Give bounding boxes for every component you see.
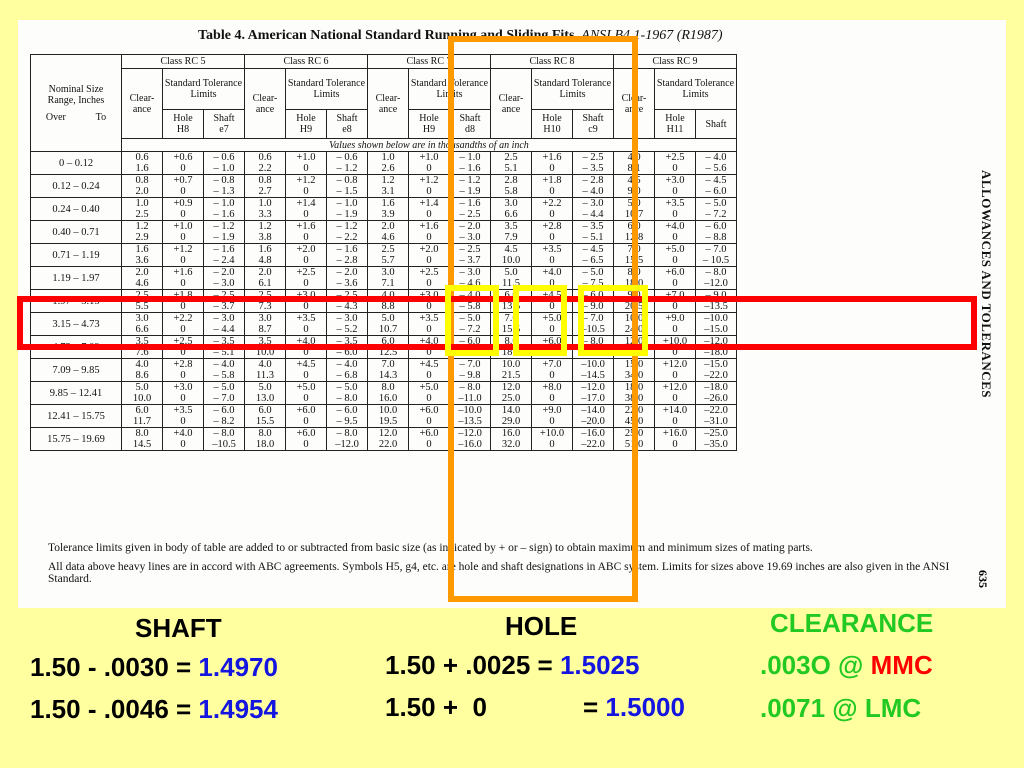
value-cell: – 1.0 – 1.6 <box>450 152 491 175</box>
value-cell: +1.2 0 <box>409 175 450 198</box>
value-cell: –10.0 –14.5 <box>573 359 614 382</box>
value-cell: +1.6 0 <box>532 152 573 175</box>
value-cell: – 2.0 – 3.6 <box>327 267 368 290</box>
value-cell: +1.6 0 <box>163 267 204 290</box>
value-cell: 2.0 4.6 <box>368 221 409 244</box>
table-row <box>31 359 737 382</box>
value-cell: +3.0 0 <box>286 290 327 313</box>
value-cell: 2.0 4.6 <box>122 267 163 290</box>
value-cell: 1.0 2.6 <box>368 152 409 175</box>
value-cell: 1.6 3.9 <box>368 198 409 221</box>
value-cell: +2.8 0 <box>163 359 204 382</box>
table-row <box>31 313 737 336</box>
value-cell: 14.0 29.0 <box>491 405 532 428</box>
value-cell: +2.5 0 <box>655 152 696 175</box>
hole-min: 1.5000 <box>605 692 685 722</box>
value-cell: –14.0 –20.0 <box>573 405 614 428</box>
value-cell: 22.0 45.0 <box>614 405 655 428</box>
value-cell: +1.8 0 <box>532 175 573 198</box>
value-cell: 25.0 51.0 <box>614 428 655 451</box>
value-cell: +6.0 0 <box>286 405 327 428</box>
value-cell: +2.0 0 <box>286 244 327 267</box>
value-cell: 3.5 10.0 <box>245 336 286 359</box>
value-cell: 7.0 14.3 <box>368 359 409 382</box>
value-cell: – 4.0 – 5.8 <box>204 359 245 382</box>
hole-line-2-result: = 1.5000 <box>583 692 685 722</box>
value-cell: 1.2 2.9 <box>122 221 163 244</box>
value-cell: +2.0 0 <box>409 244 450 267</box>
value-cell: 3.0 6.6 <box>491 198 532 221</box>
value-cell: 7.0 15.5 <box>614 244 655 267</box>
value-cell: +10.0 0 <box>532 428 573 451</box>
std-tolerance-header: Standard Tolerance Limits <box>163 69 245 110</box>
value-cell: +6.0 0 <box>655 267 696 290</box>
value-cell: +7.0 0 <box>532 359 573 382</box>
shaft-max: 1.4970 <box>198 652 278 682</box>
value-cell: – 2.5 – 3.5 <box>573 152 614 175</box>
value-cell: +1.2 0 <box>163 244 204 267</box>
value-cell: 6.0 15.5 <box>245 405 286 428</box>
value-cell: +2.5 0 <box>286 267 327 290</box>
std-tolerance-header: Standard Tolerance Limits <box>409 69 491 110</box>
value-cell: +5.0 0 <box>409 382 450 405</box>
value-cell: 4.5 10.0 <box>491 244 532 267</box>
value-cell: 12.0 25.0 <box>491 382 532 405</box>
table-row <box>31 244 737 267</box>
value-cell: – 1.2 – 2.2 <box>327 221 368 244</box>
value-cell: +5.0 0 <box>532 313 573 336</box>
value-cell: 6.0 12.8 <box>614 221 655 244</box>
class-header: Class RC 6 <box>245 55 368 69</box>
table-row <box>31 198 737 221</box>
value-cell: +3.5 0 <box>409 313 450 336</box>
value-cell: 1.6 4.8 <box>245 244 286 267</box>
std-tolerance-header: Standard Tolerance Limits <box>532 69 614 110</box>
value-cell: +6.0 0 <box>286 428 327 451</box>
fits-table <box>30 54 737 451</box>
value-cell: 1.2 3.8 <box>245 221 286 244</box>
value-cell: +4.5 0 <box>532 290 573 313</box>
value-cell: 2.5 7.3 <box>245 290 286 313</box>
value-cell: – 5.0 – 7.2 <box>696 198 737 221</box>
value-cell: 5.0 10.7 <box>368 313 409 336</box>
value-cell: 6.0 11.7 <box>122 405 163 428</box>
shaft-header: Shaft <box>696 110 737 139</box>
value-cell: 0.6 1.6 <box>122 152 163 175</box>
footnote-2: All data above heavy lines are in accord with ABC agreements. Symbols H5, g4, etc. are hole and shaft designations in ABC system. Limits for sizes above 19.69 inches are also given in the ANSI Standard. <box>48 561 950 585</box>
table-row <box>31 290 737 313</box>
value-cell: +1.4 0 <box>409 198 450 221</box>
value-cell: +4.0 0 <box>286 336 327 359</box>
size-range-cell: 12.41 – 15.75 <box>31 405 122 428</box>
clearance-header: Clear-ance <box>614 69 655 139</box>
value-cell: –10.0 –13.5 <box>450 405 491 428</box>
size-range-cell: 7.09 – 9.85 <box>31 359 122 382</box>
value-cell: –16.0 –22.0 <box>573 428 614 451</box>
clearance-header: Clear-ance <box>491 69 532 139</box>
value-cell: 8.0 16.0 <box>368 382 409 405</box>
value-cell: 5.0 10.7 <box>614 198 655 221</box>
value-cell: – 6.0 – 9.0 <box>573 290 614 313</box>
table-row <box>31 152 737 175</box>
shaft-header: Shaft e7 <box>204 110 245 139</box>
clearance-title: CLEARANCE <box>770 608 934 638</box>
value-cell: +1.0 0 <box>286 152 327 175</box>
value-cell: 1.0 2.5 <box>122 198 163 221</box>
table-row <box>31 405 737 428</box>
value-cell: +7.0 0 <box>655 290 696 313</box>
size-range-cell: 0.24 – 0.40 <box>31 198 122 221</box>
value-cell: +0.7 0 <box>163 175 204 198</box>
shaft-title: SHAFT <box>135 613 222 643</box>
units-note: Values shown below are in thousandths of an inch <box>122 139 737 152</box>
hole-line-1: 1.50 + .0025 = 1.5025 <box>385 650 640 680</box>
value-cell: +3.0 0 <box>163 382 204 405</box>
value-cell: – 1.6 – 2.4 <box>204 244 245 267</box>
value-cell: – 2.5 – 3.7 <box>204 290 245 313</box>
value-cell: –25.0 –35.0 <box>696 428 737 451</box>
value-cell: – 8.0 –11.0 <box>450 382 491 405</box>
value-cell: +3.0 0 <box>655 175 696 198</box>
clearance-header: Clear-ance <box>368 69 409 139</box>
value-cell: – 1.6 – 2.5 <box>450 198 491 221</box>
value-cell: – 1.6 – 2.8 <box>327 244 368 267</box>
value-cell: – 3.5 – 5.1 <box>573 221 614 244</box>
value-cell: – 0.8 – 1.5 <box>327 175 368 198</box>
size-range-cell: 1.19 – 1.97 <box>31 267 122 290</box>
hole-header: Hole H10 <box>532 110 573 139</box>
value-cell: 1.2 3.1 <box>368 175 409 198</box>
size-range-cell: 0.71 – 1.19 <box>31 244 122 267</box>
value-cell: – 3.0 – 5.2 <box>327 313 368 336</box>
value-cell: +0.6 0 <box>163 152 204 175</box>
value-cell: 4.0 11.3 <box>245 359 286 382</box>
std-tolerance-header: Standard Tolerance Limits <box>655 69 737 110</box>
value-cell: +3.0 0 <box>409 290 450 313</box>
page-number: 635 <box>976 570 990 588</box>
value-cell: 1.6 3.6 <box>122 244 163 267</box>
value-cell: – 8.0 –12.0 <box>573 336 614 359</box>
value-cell: – 4.5 – 6.0 <box>696 175 737 198</box>
table-row <box>31 267 737 290</box>
value-cell: 5.0 13.0 <box>245 382 286 405</box>
value-cell: – 5.0 – 7.5 <box>573 267 614 290</box>
value-cell: – 5.0 – 7.0 <box>204 382 245 405</box>
value-cell: +3.5 0 <box>532 244 573 267</box>
size-range-cell: 0.40 – 0.71 <box>31 221 122 244</box>
hole-max: 1.5025 <box>559 650 640 680</box>
value-cell: – 7.0 –10.5 <box>573 313 614 336</box>
std-tolerance-header: Standard Tolerance Limits <box>286 69 368 110</box>
shaft-line-1: 1.50 - .0030 = 1.4970 <box>30 652 278 682</box>
value-cell: 3.0 7.1 <box>368 267 409 290</box>
table-row <box>31 428 737 451</box>
value-cell: +4.5 0 <box>409 359 450 382</box>
value-cell: +9.0 0 <box>532 405 573 428</box>
class-header: Class RC 7 <box>368 55 491 69</box>
value-cell: 2.5 5.7 <box>368 244 409 267</box>
value-cell: – 6.0 – 8.5 <box>450 336 491 359</box>
value-cell: 0.6 2.2 <box>245 152 286 175</box>
value-cell: 12.0 28.0 <box>614 336 655 359</box>
size-range-cell: 0.12 – 0.24 <box>31 175 122 198</box>
class-header: Class RC 9 <box>614 55 737 69</box>
value-cell: +12.0 0 <box>655 359 696 382</box>
value-cell: – 2.5 – 4.3 <box>327 290 368 313</box>
value-cell: +0.9 0 <box>163 198 204 221</box>
value-cell: –12.0 –17.0 <box>573 382 614 405</box>
table-title: Table 4. American National Standard Running and Sliding Fits, ANSI B4.1-1967 (R1987) <box>198 28 723 43</box>
value-cell: –10.0 –15.0 <box>696 313 737 336</box>
value-cell: 3.0 8.7 <box>245 313 286 336</box>
value-cell: +2.8 0 <box>532 221 573 244</box>
value-cell: – 4.0 – 6.8 <box>327 359 368 382</box>
value-cell: – 5.0 – 7.2 <box>450 313 491 336</box>
value-cell: +4.0 0 <box>655 221 696 244</box>
value-cell: 3.0 6.6 <box>122 313 163 336</box>
size-range-cell: 9.85 – 12.41 <box>31 382 122 405</box>
value-cell: 2.5 5.5 <box>122 290 163 313</box>
value-cell: – 8.0 –12.0 <box>696 267 737 290</box>
value-cell: 0.8 2.7 <box>245 175 286 198</box>
hole-header: Hole H9 <box>409 110 450 139</box>
value-cell: 5.0 11.5 <box>491 267 532 290</box>
value-cell: 18.0 38.0 <box>614 382 655 405</box>
table-row <box>31 336 737 359</box>
value-cell: 8.0 18.0 <box>245 428 286 451</box>
hole-line-2: 1.50 + 0 <box>385 692 487 722</box>
value-cell: – 1.2 – 1.9 <box>204 221 245 244</box>
value-cell: +1.8 0 <box>163 290 204 313</box>
value-cell: – 7.0 – 9.8 <box>450 359 491 382</box>
value-cell: – 3.5 – 5.1 <box>204 336 245 359</box>
value-cell: – 7.0 – 10.5 <box>696 244 737 267</box>
shaft-header: Shaft d8 <box>450 110 491 139</box>
value-cell: +2.2 0 <box>163 313 204 336</box>
value-cell: +1.2 0 <box>286 175 327 198</box>
table-row <box>31 221 737 244</box>
value-cell: 4.0 8.6 <box>122 359 163 382</box>
table-scan <box>18 20 1006 608</box>
value-cell: +4.5 0 <box>286 359 327 382</box>
value-cell: +12.0 0 <box>655 382 696 405</box>
value-cell: – 2.8 – 4.0 <box>573 175 614 198</box>
clearance-mmc: .003O @ MMC <box>760 650 933 680</box>
value-cell: +9.0 0 <box>655 313 696 336</box>
value-cell: +1.6 0 <box>409 221 450 244</box>
value-cell: 8.0 18.0 <box>491 336 532 359</box>
value-cell: +2.2 0 <box>532 198 573 221</box>
value-cell: – 0.8 – 1.3 <box>204 175 245 198</box>
value-cell: – 3.0 – 4.4 <box>573 198 614 221</box>
value-cell: +14.0 0 <box>655 405 696 428</box>
value-cell: 0.8 2.0 <box>122 175 163 198</box>
value-cell: – 6.0 – 8.2 <box>204 405 245 428</box>
shaft-min: 1.4954 <box>198 694 278 724</box>
value-cell: +5.0 0 <box>286 382 327 405</box>
value-cell: 8.0 18.0 <box>614 267 655 290</box>
value-cell: – 2.0 – 3.0 <box>204 267 245 290</box>
value-cell: – 1.0 – 1.9 <box>327 198 368 221</box>
value-cell: – 2.0 – 3.0 <box>450 221 491 244</box>
value-cell: 7.0 15.5 <box>491 313 532 336</box>
value-cell: +6.0 0 <box>409 405 450 428</box>
value-cell: –15.0 –22.0 <box>696 359 737 382</box>
clearance-header: Clear-ance <box>245 69 286 139</box>
shaft-header: Shaft c9 <box>573 110 614 139</box>
value-cell: 3.5 7.6 <box>122 336 163 359</box>
value-cell: – 3.0 – 4.6 <box>450 267 491 290</box>
shaft-header: Shaft e8 <box>327 110 368 139</box>
value-cell: – 4.0 – 5.6 <box>696 152 737 175</box>
value-cell: +8.0 0 <box>532 382 573 405</box>
value-cell: +2.5 0 <box>163 336 204 359</box>
value-cell: – 6.0 – 9.5 <box>327 405 368 428</box>
size-range-cell: 15.75 – 19.69 <box>31 428 122 451</box>
value-cell: – 3.0 – 4.4 <box>204 313 245 336</box>
value-cell: – 1.2 – 1.9 <box>450 175 491 198</box>
value-cell: +1.0 0 <box>163 221 204 244</box>
value-cell: 2.5 5.1 <box>491 152 532 175</box>
class-header: Class RC 5 <box>122 55 245 69</box>
shaft-line-2: 1.50 - .0046 = 1.4954 <box>30 694 278 724</box>
value-cell: – 1.0 – 1.6 <box>204 198 245 221</box>
value-cell: +10.0 0 <box>655 336 696 359</box>
value-cell: 8.0 14.5 <box>122 428 163 451</box>
value-cell: +6.0 0 <box>532 336 573 359</box>
footnote-1: Tolerance limits given in body of table are added to or subtracted from basic size (as indicated by + or – sign) to obtain maximum and minimum sizes of mating parts. <box>48 542 813 554</box>
value-cell: –12.0 –18.0 <box>696 336 737 359</box>
value-cell: +3.5 0 <box>163 405 204 428</box>
value-cell: – 8.0 –12.0 <box>327 428 368 451</box>
value-cell: +1.4 0 <box>286 198 327 221</box>
value-cell: –22.0 –31.0 <box>696 405 737 428</box>
value-cell: – 4.0 – 5.8 <box>450 290 491 313</box>
value-cell: 4.0 8.1 <box>614 152 655 175</box>
value-cell: 10.0 19.5 <box>368 405 409 428</box>
value-cell: +16.0 0 <box>655 428 696 451</box>
clearance-header: Clear-ance <box>122 69 163 139</box>
class-header: Class RC 8 <box>491 55 614 69</box>
table-row <box>31 175 737 198</box>
value-cell: 5.0 10.0 <box>122 382 163 405</box>
value-cell: 2.8 5.8 <box>491 175 532 198</box>
value-cell: +1.0 0 <box>409 152 450 175</box>
nominal-size-header: Nominal Size Range, Inches Over To <box>31 55 122 152</box>
value-cell: 10.0 21.5 <box>491 359 532 382</box>
value-cell: –12.0 –16.0 <box>450 428 491 451</box>
value-cell: 6.0 13.5 <box>491 290 532 313</box>
value-cell: – 2.5 – 3.7 <box>450 244 491 267</box>
value-cell: 6.0 12.5 <box>368 336 409 359</box>
value-cell: 4.5 9.0 <box>614 175 655 198</box>
table-row <box>31 382 737 405</box>
value-cell: – 6.0 – 8.8 <box>696 221 737 244</box>
hole-title: HOLE <box>505 611 578 641</box>
clearance-lmc: .0071 @ LMC <box>760 693 922 723</box>
side-title: ALLOWANCES AND TOLERANCES <box>979 170 994 399</box>
value-cell: +3.5 0 <box>286 313 327 336</box>
size-range-cell: 1.97 – 3.15 <box>31 290 122 313</box>
size-range-cell: 0 – 0.12 <box>31 152 122 175</box>
value-cell: +6.0 0 <box>409 428 450 451</box>
value-cell: 9.0 20.5 <box>614 290 655 313</box>
hole-header: Hole H8 <box>163 110 204 139</box>
value-cell: –18.0 –26.0 <box>696 382 737 405</box>
value-cell: 2.0 6.1 <box>245 267 286 290</box>
value-cell: – 0.6 – 1.2 <box>327 152 368 175</box>
value-cell: 1.0 3.3 <box>245 198 286 221</box>
hole-header: Hole H11 <box>655 110 696 139</box>
value-cell: 4.0 8.8 <box>368 290 409 313</box>
value-cell: 3.5 7.9 <box>491 221 532 244</box>
value-cell: 10.0 24.0 <box>614 313 655 336</box>
value-cell: – 8.0 –10.5 <box>204 428 245 451</box>
value-cell: 12.0 22.0 <box>368 428 409 451</box>
value-cell: 15.0 34.0 <box>614 359 655 382</box>
value-cell: – 0.6 – 1.0 <box>204 152 245 175</box>
value-cell: 16.0 32.0 <box>491 428 532 451</box>
value-cell: – 5.0 – 8.0 <box>327 382 368 405</box>
value-cell: +1.6 0 <box>286 221 327 244</box>
value-cell: +4.0 0 <box>163 428 204 451</box>
hole-header: Hole H9 <box>286 110 327 139</box>
value-cell: +5.0 0 <box>655 244 696 267</box>
value-cell: +4.0 0 <box>532 267 573 290</box>
size-range-cell: 3.15 – 4.73 <box>31 313 122 336</box>
value-cell: – 4.5 – 6.5 <box>573 244 614 267</box>
value-cell: – 9.0 –13.5 <box>696 290 737 313</box>
value-cell: +4.0 0 <box>409 336 450 359</box>
value-cell: – 3.5 – 6.0 <box>327 336 368 359</box>
value-cell: +2.5 0 <box>409 267 450 290</box>
size-range-cell: 4.73 – 7.09 <box>31 336 122 359</box>
value-cell: +3.5 0 <box>655 198 696 221</box>
